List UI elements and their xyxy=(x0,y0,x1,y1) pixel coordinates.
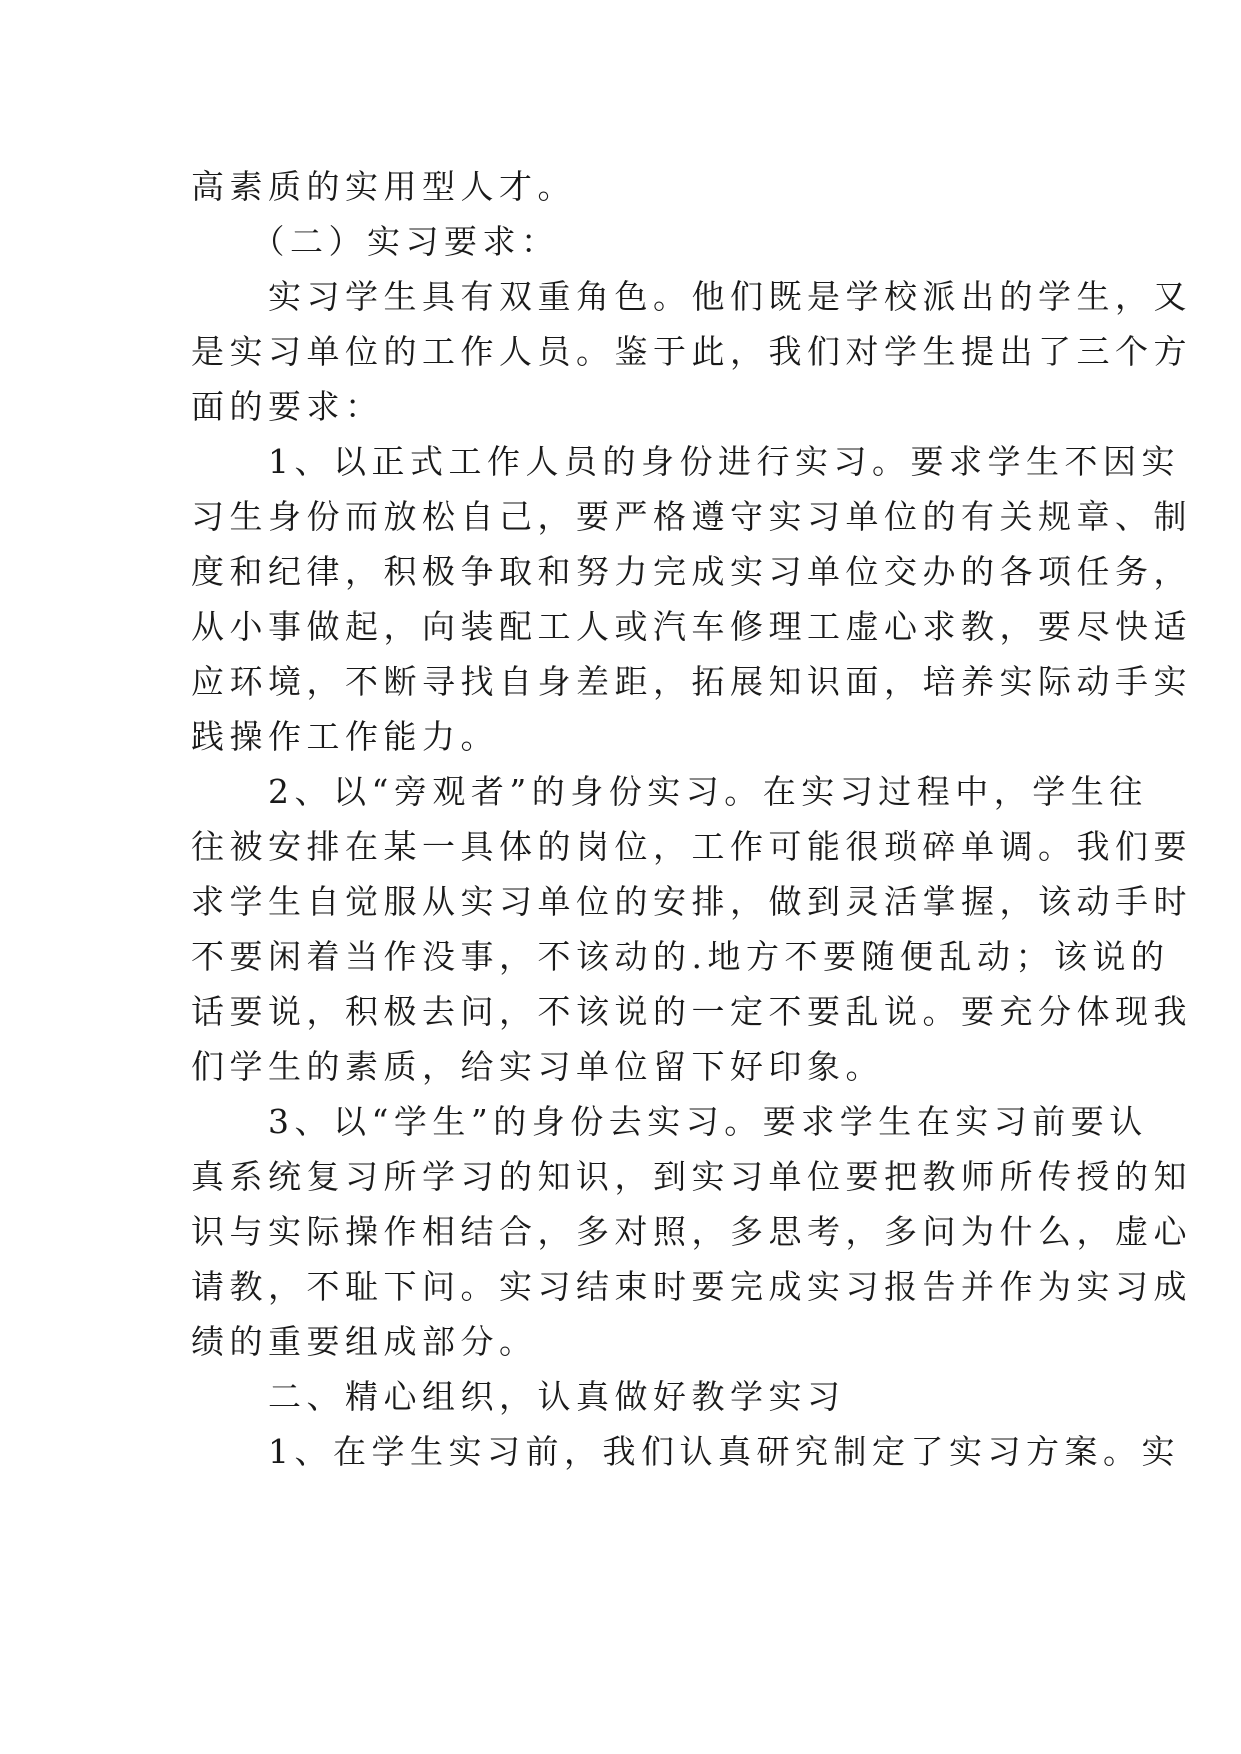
text-line: 识与实际操作相结合，多对照，多思考，多问为什么，虚心 xyxy=(191,1212,1192,1251)
text-line: 求学生自觉服从实习单位的安排，做到灵活掌握，该动手时 xyxy=(191,882,1192,921)
text-line: 从小事做起，向装配工人或汽车修理工虚心求教，要尽快适 xyxy=(191,607,1192,646)
text-line: 话要说，积极去问，不该说的一定不要乱说。要充分体现我 xyxy=(191,992,1192,1031)
text-line: 2、以“旁观者”的身份实习。在实习过程中，学生往 xyxy=(191,772,1148,811)
text-line: 3、以“学生”的身份去实习。要求学生在实习前要认 xyxy=(191,1102,1148,1141)
text-line: 践操作工作能力。 xyxy=(191,717,499,756)
text-line: 实习学生具有双重角色。他们既是学校派出的学生，又 xyxy=(191,277,1192,316)
text-line: 绩的重要组成部分。 xyxy=(191,1322,538,1361)
section-heading: （二）实习要求： xyxy=(191,222,560,261)
text-line: 不要闲着当作没事，不该动的.地方不要随便乱动；该说的 xyxy=(191,937,1170,976)
text-line: 高素质的实用型人才。 xyxy=(191,167,576,206)
text-line: 应环境，不断寻找自身差距，拓展知识面，培养实际动手实 xyxy=(191,662,1192,701)
text-line: 面的要求： xyxy=(191,387,384,426)
text-line: 们学生的素质，给实习单位留下好印象。 xyxy=(191,1047,884,1086)
text-line: 习生身份而放松自己，要严格遵守实习单位的有关规章、制 xyxy=(191,497,1192,536)
section-heading: 二、精心组织，认真做好教学实习 xyxy=(191,1377,846,1416)
text-line: 往被安排在某一具体的岗位，工作可能很琐碎单调。我们要 xyxy=(191,827,1192,866)
text-line: 1、以正式工作人员的身份进行实习。要求学生不因实 xyxy=(191,442,1180,481)
text-line: 度和纪律，积极争取和努力完成实习单位交办的各项任务， xyxy=(191,552,1192,591)
text-line: 真系统复习所学习的知识，到实习单位要把教师所传授的知 xyxy=(191,1157,1192,1196)
text-line: 是实习单位的工作人员。鉴于此，我们对学生提出了三个方 xyxy=(191,332,1192,371)
text-line: 1、在学生实习前，我们认真研究制定了实习方案。实 xyxy=(191,1432,1180,1471)
text-line: 请教，不耻下问。实习结束时要完成实习报告并作为实习成 xyxy=(191,1267,1192,1306)
